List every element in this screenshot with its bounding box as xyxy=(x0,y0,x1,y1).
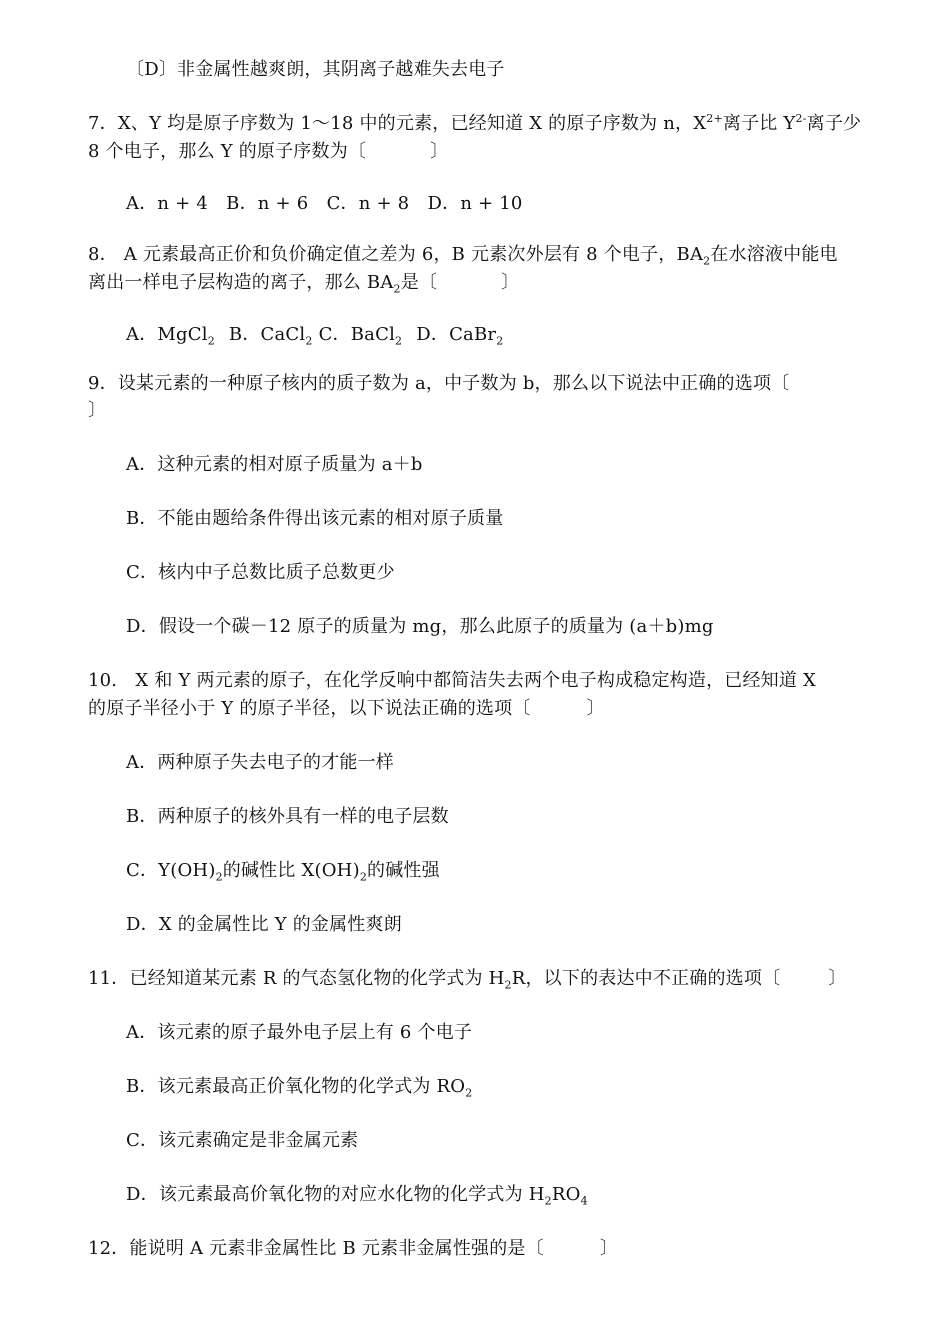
q9-line-2: 〕 xyxy=(88,400,107,421)
q10-option-c: C．$Y(OH)_2$的碱性比 $X(OH)_2$的碱性强 xyxy=(126,860,440,884)
q10-option-a: A．两种原子失去电子的才能一样 xyxy=(126,752,394,773)
q11-option-a: A．该元素的原子最外电子层上有 6 个电子 xyxy=(126,1022,473,1043)
q10-option-d: D．X 的金属性比 Y 的金属性爽朗 xyxy=(126,914,402,935)
q10-line-2: 的原子半径小于 Y 的原子半径，以下说法正确的选项〔 〕 xyxy=(88,698,605,719)
q8-line-2: 离出一样电子层构造的离子，那么 $BA_2$是〔 〕 xyxy=(88,272,520,296)
q12-line-1: 12．能说明 A 元素非金属性比 B 元素非金属性强的是〔 〕 xyxy=(88,1238,619,1259)
q9-option-c: C．核内中子总数比质子总数更少 xyxy=(126,562,395,583)
q10-option-b: B．两种原子的核外具有一样的电子层数 xyxy=(126,806,449,827)
q11-option-c: C．该元素确定是非金属元素 xyxy=(126,1130,359,1151)
q8-options: A．MgCl$_2$ B．CaCl$_2$ C．BaCl$_2$ D．CaBr$_2$ xyxy=(126,324,504,348)
q10-line-1: 10. X 和 Y 两元素的原子，在化学反响中都简洁失去两个电子构成稳定构造，已经知道 X xyxy=(88,670,817,691)
q6-option-d: 〔D〕非金属性越爽朗，其阴离子越难失去电子 xyxy=(126,59,505,80)
q11-line-1: 11．已经知道某元素 R 的气态氢化物的化学式为 $H_2R$，以下的表达中不正确的选项〔 〕 xyxy=(88,968,847,992)
q9-option-a: A．这种元素的相对原子质量为 a＋b xyxy=(126,454,423,475)
q7-line-1: 7．X、Y 均是原子序数为 1～18 中的元素，已经知道 X 的原子序数为 n，$X^{2+}$离子比 $Y^{2-}$离子少 xyxy=(88,112,862,134)
q8-line-1: 8． A 元素最高正价和负价确定值之差为 6，B 元素次外层有 8 个电子，$BA_2$在水溶液中能电 xyxy=(88,244,838,268)
q7-line-2: 8 个电子，那么 Y 的原子序数为〔 〕 xyxy=(88,141,449,162)
q11-option-b: B．该元素最高正价氧化物的化学式为 $RO_2$ xyxy=(126,1076,473,1100)
q7-options: A．n + 4 B．n + 6 C．n + 8 D．n + 10 xyxy=(126,193,523,214)
q9-option-d: D．假设一个碳－12 原子的质量为 mg，那么此原子的质量为 (a＋b)mg xyxy=(126,616,714,637)
q9-option-b: B．不能由题给条件得出该元素的相对原子质量 xyxy=(126,508,504,529)
q9-line-1: 9．设某元素的一种原子核内的质子数为 a，中子数为 b，那么以下说法中正确的选项〔 xyxy=(88,373,790,394)
q11-option-d: D．该元素最高价氧化物的对应水化物的化学式为 $H_2RO_4$ xyxy=(126,1184,588,1208)
